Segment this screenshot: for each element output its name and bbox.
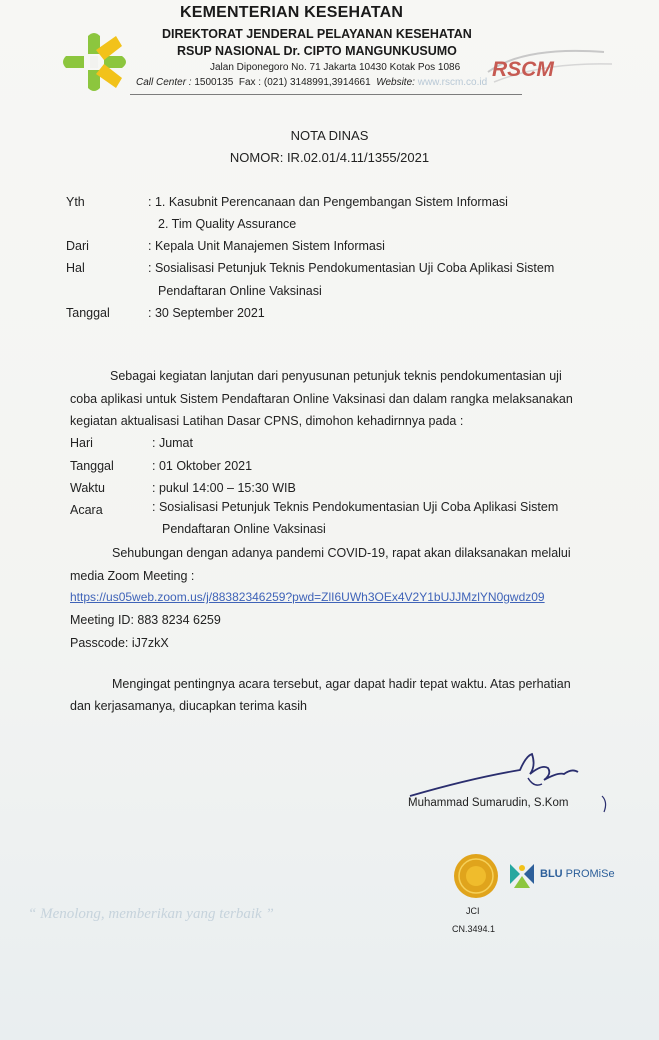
signatory-name: Muhammad Sumarudin, S.Kom (408, 797, 569, 809)
acara-value-line1: : Sosialisasi Petunjuk Teknis Pendokumentasian Uji Coba Aplikasi Sistem (152, 500, 559, 514)
hari-label: Hari (70, 436, 93, 450)
para1-line1: Sebagai kegiatan lanjutan dari penyusunan petunjuk teknis pendokumentasian uji (110, 369, 562, 383)
para2-line1: Sehubungan dengan adanya pandemi COVID-19, rapat akan dilaksanakan melalui (112, 546, 571, 560)
website-label: Website: (376, 77, 415, 88)
hal-value-line1: : Sosialisasi Petunjuk Teknis Pendokumentasian Uji Coba Aplikasi Sistem (148, 261, 555, 275)
fax-value: (021) 3148991,3914661 (263, 77, 371, 88)
hal-label: Hal (66, 261, 85, 275)
hospital-address: Jalan Diponegoro No. 71 Jakarta 10430 Kotak Pos 1086 (210, 62, 461, 73)
handwritten-signature-icon (402, 744, 602, 804)
event-date-value: : 01 Oktober 2021 (152, 459, 253, 473)
fax-label: Fax : (238, 77, 262, 88)
ministry-name: KEMENTERIAN KESEHATAN (180, 4, 404, 21)
blu-name: PROMiSe (565, 868, 615, 880)
document-number: NOMOR: IR.02.01/4.11/1355/2021 (229, 150, 430, 165)
ministry-logo-icon (60, 30, 132, 94)
certificate-number: CN.3494.1 (452, 924, 496, 934)
acara-label: Acara (70, 503, 103, 517)
blu-promise-text (540, 868, 615, 880)
initial-mark-icon (598, 794, 612, 814)
directorate-name: DIREKTORAT JENDERAL PELAYANAN KESEHATAN (162, 27, 472, 41)
rscm-logo-text: RSCM (492, 58, 554, 81)
dari-label: Dari (66, 239, 89, 253)
document-title: NOTA DINAS (290, 128, 369, 143)
tanggal-label: Tanggal (66, 306, 110, 320)
passcode: Passcode: iJ7zkX (70, 636, 169, 650)
dari-value: : Kepala Unit Manajemen Sistem Informasi (148, 239, 385, 253)
hospital-name: RSUP NASIONAL Dr. CIPTO MANGUNKUSUMO (177, 44, 457, 58)
event-date-label: Tanggal (70, 459, 114, 473)
waktu-label: Waktu (70, 481, 105, 495)
meeting-id: Meeting ID: 883 8234 6259 (70, 613, 221, 627)
hari-value: : Jumat (152, 436, 193, 450)
para1-line2: coba aplikasi untuk Sistem Pendaftaran Online Vaksinasi dan dalam rangka melaksanakan (70, 392, 573, 406)
para1-line3: kegiatan aktualisasi Latihan Dasar CPNS, dimohon kehadirnnya pada : (70, 414, 464, 428)
jci-seal-icon (452, 852, 500, 900)
yth-recipient-1: : 1. Kasubnit Perencanaan dan Pengembangan Sistem Informasi (148, 195, 508, 209)
call-center-value: 1500135 (194, 77, 234, 88)
yth-label: Yth (66, 195, 85, 209)
website-value: www.rscm.co.id (417, 77, 488, 88)
acara-value-line2: Pendaftaran Online Vaksinasi (162, 522, 326, 536)
waktu-value: : pukul 14:00 – 15:30 WIB (152, 481, 296, 495)
blu-brand: BLU (540, 868, 563, 880)
hospital-motto: “ Menolong, memberikan yang terbaik ” (28, 906, 274, 922)
contact-line (136, 77, 487, 88)
para2-line2: media Zoom Meeting : (70, 569, 195, 583)
tanggal-value: : 30 September 2021 (148, 306, 265, 320)
header-divider (130, 94, 522, 95)
call-center-label: Call Center : (136, 77, 192, 88)
hal-value-line2: Pendaftaran Online Vaksinasi (158, 284, 322, 298)
blu-promise-logo-icon (506, 860, 538, 892)
yth-recipient-2: 2. Tim Quality Assurance (158, 217, 297, 231)
para3-line2: dan kerjasamanya, diucapkan terima kasih (70, 699, 307, 713)
zoom-meeting-link[interactable]: https://us05web.zoom.us/j/88382346259?pwd=ZlI6UWh3OEx4V2Y1bUJJMzlYN0gwdz09 (70, 590, 545, 604)
jci-label: JCI (466, 906, 480, 916)
para3-line1: Mengingat pentingnya acara tersebut, agar dapat hadir tepat waktu. Atas perhatian (112, 677, 571, 691)
